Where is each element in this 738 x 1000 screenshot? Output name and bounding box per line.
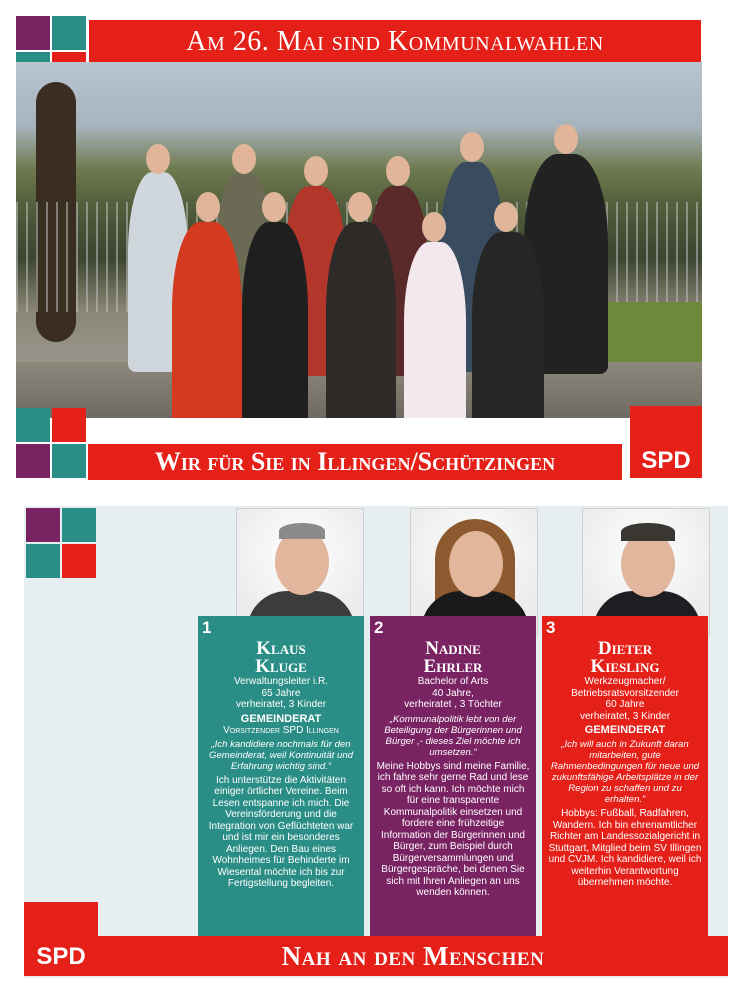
deco-square [52,444,86,478]
deco-square [52,16,86,50]
candidate-role: GEMEINDERAT [584,724,666,736]
candidate-info: 60 Jahre [605,699,645,710]
deco-square [16,408,50,442]
person-head [422,212,446,242]
bottom-flyer [24,506,728,978]
person [404,242,466,418]
top-flyer [14,14,706,484]
candidate-text: Ich unterstütze die Aktivitäten einiger örtlicher Vereine. Beim Lesen entspanne ich mich. Die Vereinsförderung und die Integration von Geflüchteten war und ist mir ein besonderes Anliegen. Den Bau eines Wohnheimes für Behinderte im Wiesental möchte ich bis zur Fertigstellung begleiten. [208,774,354,889]
candidate-info: Betriebsratsvorsitzender [571,687,679,699]
candidate-last-name: Ehrler [423,656,483,677]
deco-square [16,16,50,50]
candidate-card-1 [198,616,364,936]
candidate-first-name: Klaus [256,638,306,659]
location-banner: Wir für Sie in Illingen/Schützingen [88,444,622,480]
candidate-card-3 [542,616,708,936]
deco-square [52,408,86,442]
candidate-quote: „Kommunalpolitik lebt von der Beteiligung der Bürgerinnen und Bürger ,- dieses Ziel möchte ich umsetzen.“ [384,713,522,758]
slogan-banner: Nah an den Menschen [98,936,728,976]
candidate-quote: „Ich kandidiere nochmals für den Gemeinderat, weil Kontinuität und Erfahrung wichtig sind.“ [209,738,353,772]
candidate-info: verheiratet, 3 Kinder [579,710,671,722]
candidate-info: verheiratet, 3 Kinder [235,699,327,710]
candidate-info: 65 Jahre [261,687,301,699]
person [172,222,242,418]
candidate-text: Meine Hobbys sind meine Familie, ich fahre sehr gerne Rad und lese so oft ich kann. Ich möchte mich für eine transparente Kommunalpolitik einsetzen und fordere eine frühzeitige Information der Bürgerinnen und Bürger, zum Beispiel durch Bürgerversammlungen und Bürgergespräche, bei denen Sie sich mit Ihren Anliegen an uns wenden können. [376,760,530,898]
person [242,222,308,418]
candidate-info: Werkzeugmacher/ [584,676,666,687]
candidate-info: Verwaltungsleiter i.R. [234,676,328,687]
candidate-text: Hobbys: Fußball, Radfahren, Wandern. Ich bin ehrenamtlicher Richter am Landessozialgericht in Stuttgart, Mitglied beim SV Illingen und CVJM. Ich kandidiere, weil ich weiterhin Verantwortung übernehmen möchte. [548,808,702,888]
spd-logo: SPD [24,902,98,976]
candidate-first-name: Nadine [425,638,481,659]
election-date-banner: Am 26. Mai sind Kommunalwahlen [89,20,701,64]
deco-square [16,444,50,478]
candidate-role: GEMEINDERAT [240,712,322,725]
person-head [146,144,170,174]
candidate-number: 1 [202,618,212,637]
person-head [386,156,410,186]
candidate-last-name: Kluge [255,656,307,677]
candidate-first-name: Dieter [597,638,653,659]
group-photo [16,62,702,418]
candidate-card-2 [370,616,536,936]
deco-square [26,544,60,578]
deco-square [62,508,96,542]
person [472,232,544,418]
person-head [232,144,256,174]
person-head [494,202,518,232]
candidate-number: 3 [546,618,556,637]
candidate-number: 2 [374,618,384,637]
spd-logo: SPD [630,406,702,478]
person-head [196,192,220,222]
person-head [460,132,484,162]
candidate-info: 40 Jahre, [432,687,474,699]
person-head [554,124,578,154]
person-head [304,156,328,186]
person-head [348,192,372,222]
person [326,222,396,418]
deco-square [26,508,60,542]
candidate-role-sub: Vorsitzender SPD Illingen [223,724,339,736]
person-head [262,192,286,222]
candidate-quote: „Ich will auch in Zukunft daran mitarbeiten, gute Rahmenbedingungen für neue und zukunftsfähige Arbeitsplätze in der Region zu schaffen und zu erhalten.“ [550,739,700,805]
deco-square [62,544,96,578]
candidate-info: verheiratet , 3 Töchter [404,699,502,710]
candidate-info: Bachelor of Arts [417,676,489,687]
candidate-last-name: Kiesling [590,656,660,677]
